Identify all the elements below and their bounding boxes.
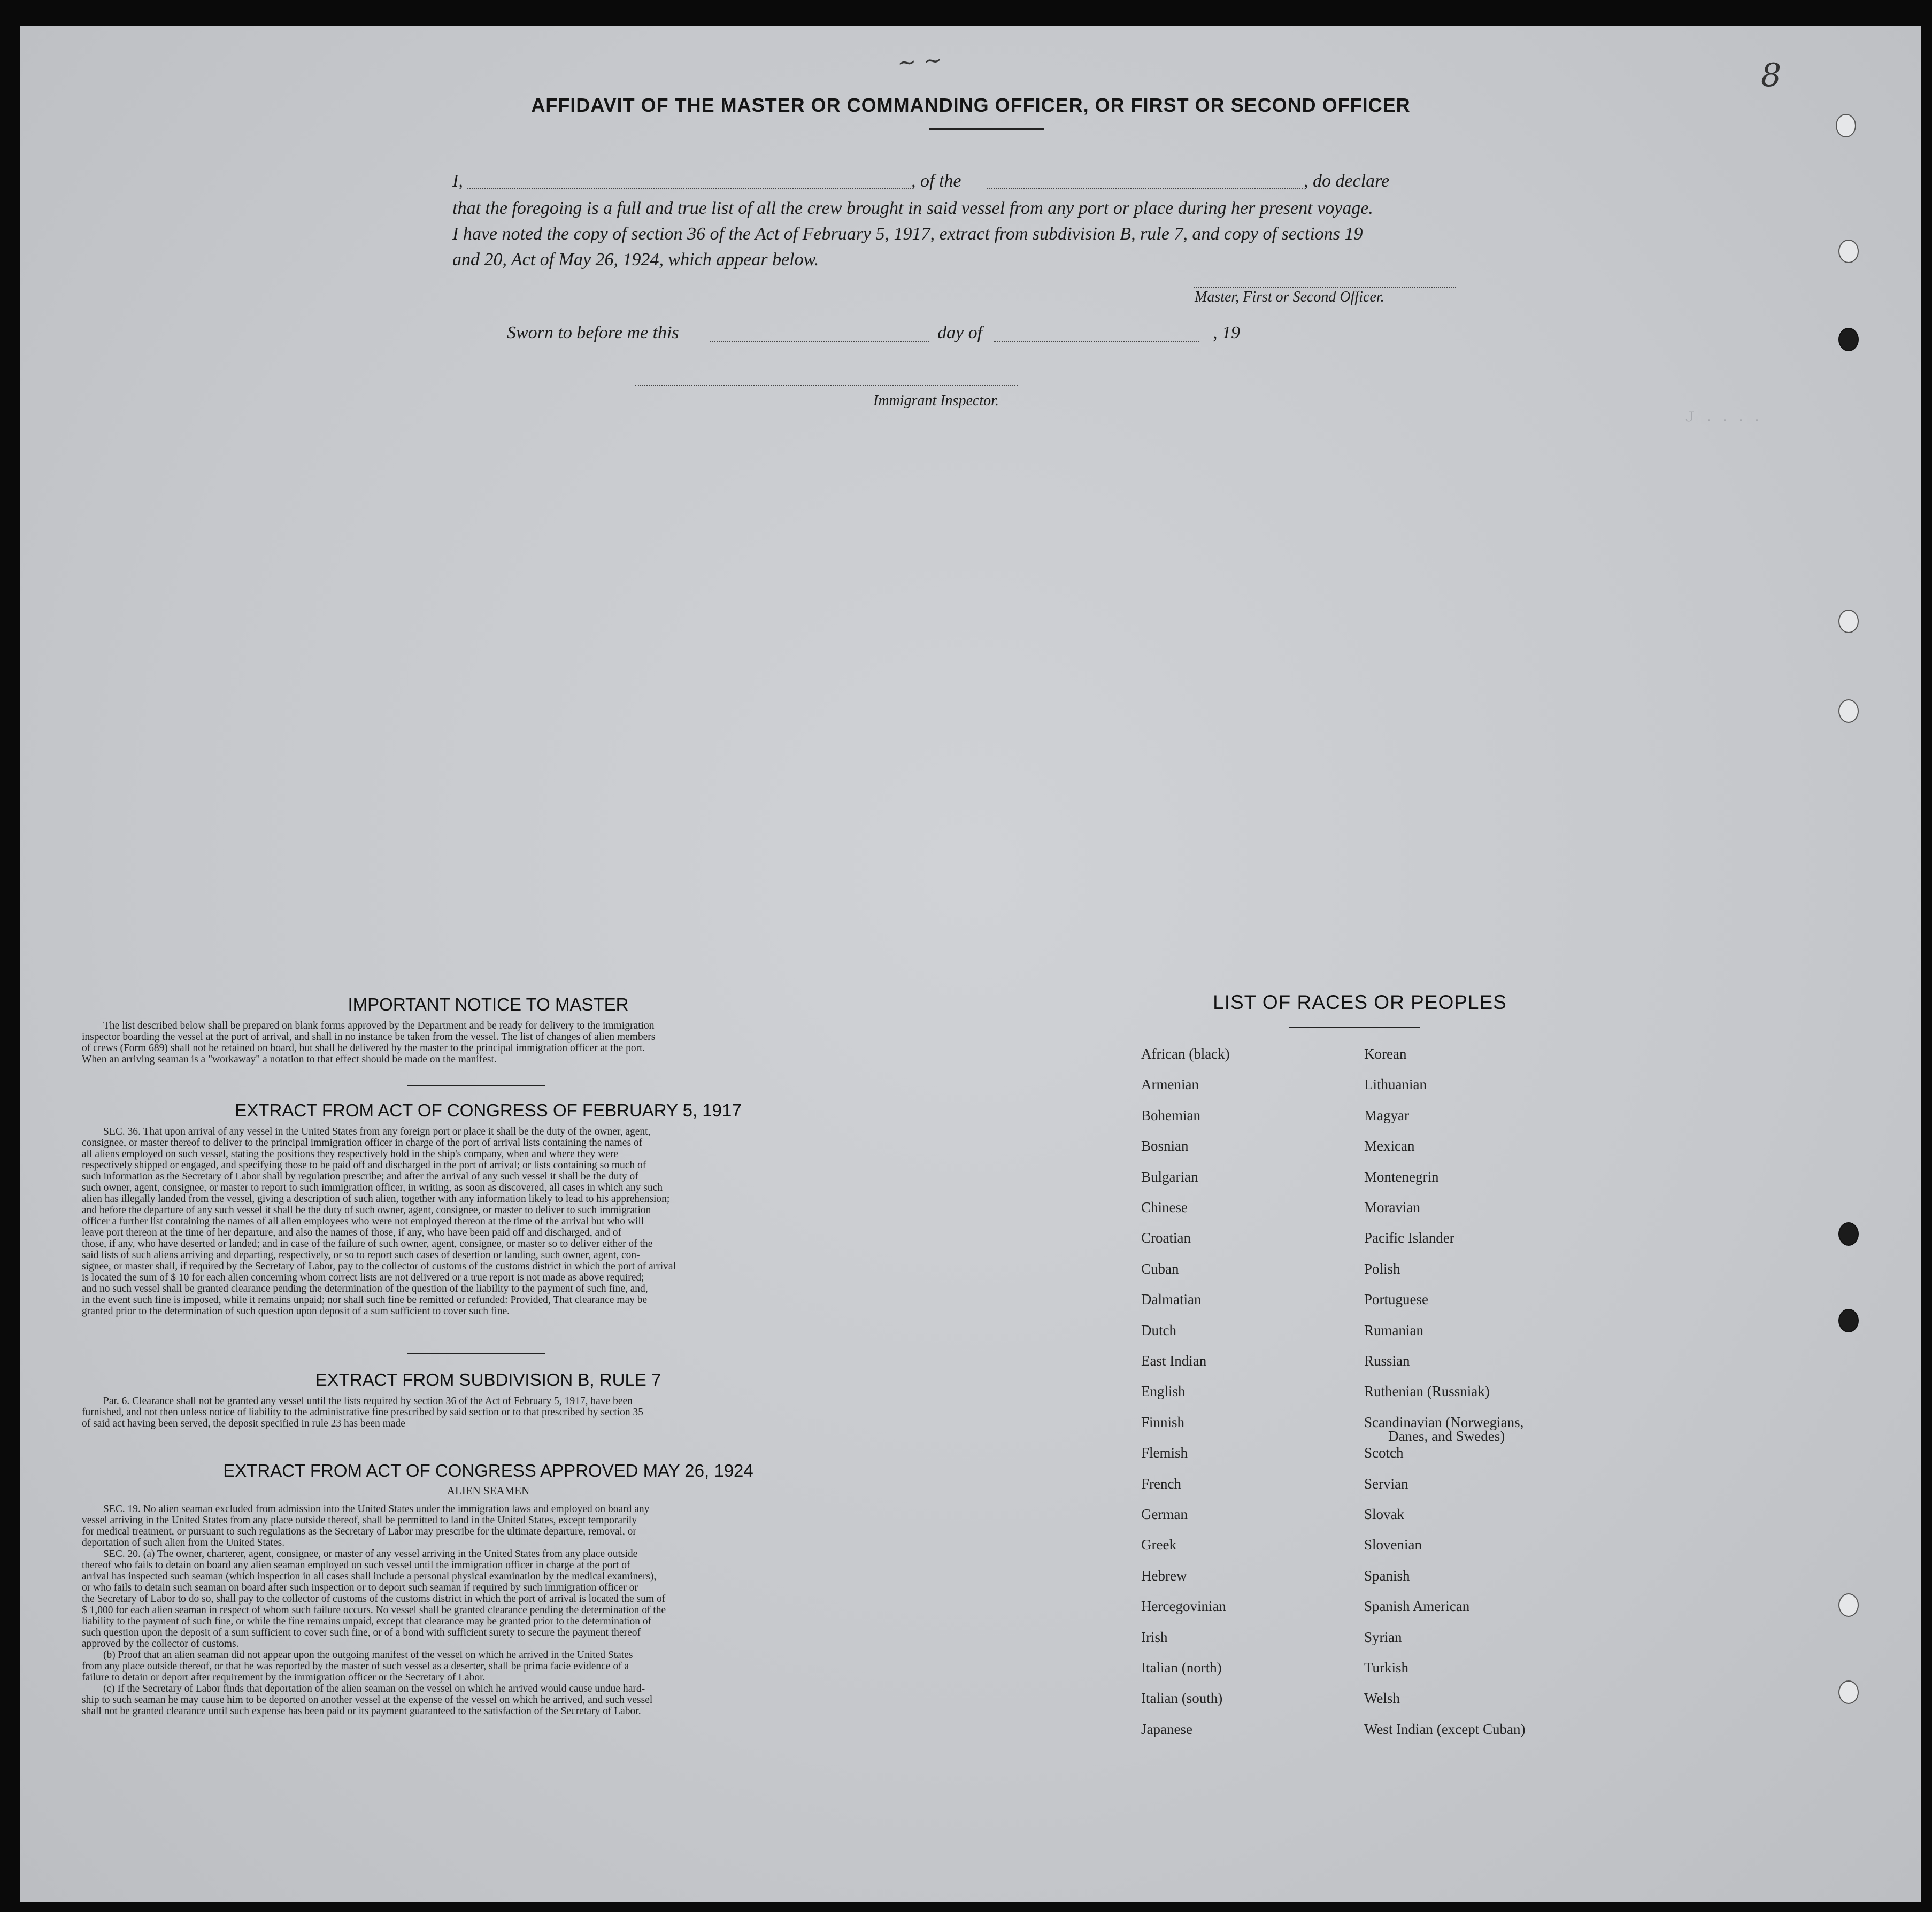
binder-hole xyxy=(1836,114,1856,137)
race-item: French xyxy=(1141,1475,1181,1492)
extract-1924-body xyxy=(82,1504,895,1717)
race-item: Greek xyxy=(1141,1537,1176,1553)
binder-hole xyxy=(1838,1309,1859,1332)
extract-1924-line: liability to the payment of such fine, or while the fine remains unpaid, except that clearance may be granted prior to the determination of xyxy=(82,1616,652,1627)
extract-1924-line: ship to such seaman he may cause him to be deported on another vessel at the expense of the vessel on which he arrived, and such vessel xyxy=(82,1694,653,1706)
sworn-label: Sworn to before me this xyxy=(507,323,679,343)
race-item: Japanese xyxy=(1141,1721,1192,1737)
race-item: Italian (north) xyxy=(1141,1660,1222,1676)
race-item: Korean xyxy=(1364,1046,1407,1062)
race-item: Slovenian xyxy=(1364,1537,1422,1553)
extract-rule7-line: Par. 6. Clearance shall not be granted any vessel until the lists required by section 36 of the Act of February 5, 1917, have been xyxy=(103,1396,633,1407)
extract-1917-line: and no such vessel shall be granted clearance pending the determination of the question of the liability to the payment of such fine, and, xyxy=(82,1283,648,1294)
extract-1917-line: in the event such fine is imposed, while it remains unpaid; nor shall such fine be remitted or refunded: Provided, That clearance may be xyxy=(82,1294,648,1306)
extract-1924-line: deportation of such alien from the United States. xyxy=(82,1537,285,1548)
race-item: Polish xyxy=(1364,1260,1400,1277)
races-title-rule xyxy=(1289,1027,1420,1028)
affidavit-declaration-line xyxy=(452,171,1495,191)
race-item: Finnish xyxy=(1141,1414,1185,1430)
race-item: Dutch xyxy=(1141,1322,1176,1338)
binder-hole xyxy=(1838,610,1859,633)
race-item: Bulgarian xyxy=(1141,1168,1198,1185)
extract-1917-line: respectively shipped or engaged, and specifying those to be paid off and discharged in the port of arrival; or lists containing so much of xyxy=(82,1160,646,1171)
affidavit-statement xyxy=(452,196,1495,273)
race-item: Scandinavian (Norwegians, xyxy=(1364,1414,1524,1430)
affidavit-statement-line: that the foregoing is a full and true list of all the crew brought in said vessel from any port or place during her present voyage. xyxy=(452,198,1373,218)
officer-name-field[interactable] xyxy=(467,188,911,189)
extract-1924-line: the Secretary of Labor to do so, shall pay to the collector of customs of the customs district in which the port of arrival is located the sum of xyxy=(82,1593,666,1605)
race-item: African (black) xyxy=(1141,1046,1230,1062)
race-item: Dalmatian xyxy=(1141,1291,1202,1308)
race-item: Chinese xyxy=(1141,1199,1188,1215)
race-item: Hebrew xyxy=(1141,1567,1187,1584)
extract-1924-line: for medical treatment, or pursuant to such regulations as the Secretary of Labor may prescribe for the ultimate departure, removal, or xyxy=(82,1526,636,1537)
affidavit-declare-label: , do declare xyxy=(1304,171,1390,191)
extract-1924-line: such question upon the deposit of a sum sufficient to cover such fine, or of a bond with sufficient surety to secure the payment thereof xyxy=(82,1627,641,1638)
binder-hole xyxy=(1838,328,1859,351)
race-item: Mexican xyxy=(1364,1138,1415,1154)
extract-rule7-title: EXTRACT FROM SUBDIVISION B, RULE 7 xyxy=(315,1370,661,1390)
race-item: Ruthenian (Russniak) xyxy=(1364,1383,1490,1400)
race-item: Cuban xyxy=(1141,1260,1179,1277)
binder-hole xyxy=(1838,1222,1859,1246)
race-item: Scotch xyxy=(1364,1445,1404,1461)
notice-line: inspector boarding the vessel at the port of arrival, and shall in no instance be taken from the vessel. The list of changes of alien members xyxy=(82,1031,656,1043)
extract-1924-line: shall not be granted clearance until such expense has been paid or its payment guaranteed to the satisfaction of the Secretary of Labor. xyxy=(82,1706,641,1717)
affidavit-of-label: , of the xyxy=(911,171,961,191)
race-item: Portuguese xyxy=(1364,1291,1428,1308)
races-list-title: LIST OF RACES OR PEOPLES xyxy=(1213,991,1507,1013)
race-item: Lithuanian xyxy=(1364,1076,1427,1093)
affidavit-statement-line: and 20, Act of May 26, 1924, which appear below. xyxy=(452,250,819,269)
race-item: Magyar xyxy=(1364,1107,1409,1123)
race-item: Hercegovinian xyxy=(1141,1598,1226,1615)
document-page xyxy=(20,26,1921,1902)
extract-1917-body xyxy=(82,1126,895,1317)
affidavit-statement-line: I have noted the copy of section 36 of the Act of February 5, 1917, extract from subdivision B, rule 7, and copy of sections 19 xyxy=(452,224,1363,244)
extract-rule7-body xyxy=(82,1396,895,1429)
extract-1924-line: $ 1,000 for each alien seaman in respect of whom such failure occurs. No vessel shall be granted clearance pending the determination of the xyxy=(82,1605,666,1616)
race-item: Moravian xyxy=(1364,1199,1420,1215)
race-item: Slovak xyxy=(1364,1506,1405,1522)
extract-1924-line: or who fails to detain such seaman on board after such inspection or to deport such seaman if required by such immigration officer or xyxy=(82,1582,638,1593)
race-item: Armenian xyxy=(1141,1076,1199,1093)
race-item: Welsh xyxy=(1364,1690,1400,1707)
extract-1924-line: thereof who fails to detain on board any alien seaman employed on such vessel until the immigration officer in charge at the port of xyxy=(82,1560,630,1571)
extract-rule7-line: furnished, and not then unless notice of liability to the administrative fine prescribed by said section or to that prescribed by section 35 xyxy=(82,1407,644,1418)
day-of-label: day of xyxy=(937,323,983,343)
race-item: Spanish xyxy=(1364,1567,1410,1584)
race-item: Irish xyxy=(1141,1629,1168,1645)
handwritten-scribble: ~ ~ xyxy=(896,47,943,76)
extract-1917-line: SEC. 36. That upon arrival of any vessel in the United States from any foreign port or place it shall be the duty of the owner, agent, xyxy=(103,1126,651,1137)
race-item: West Indian (except Cuban) xyxy=(1364,1721,1526,1737)
notice-title: IMPORTANT NOTICE TO MASTER xyxy=(348,994,629,1014)
extract-1917-line: officer a further list containing the names of all alien employees who were not employed thereon at the time of the arrival but who will xyxy=(82,1216,644,1227)
extract-1917-line: those, if any, who have deserted or landed; and in case of the failure of such owner, agent, consignee, or master so to deliver either of the xyxy=(82,1238,653,1250)
race-item: Syrian xyxy=(1364,1629,1402,1645)
binder-hole xyxy=(1838,240,1859,263)
extract-1917-line: granted prior to the determination of such question upon deposit of a sum sufficient to cover such fine. xyxy=(82,1306,510,1317)
extract-1924-title: EXTRACT FROM ACT OF CONGRESS APPROVED MAY 26, 1924 xyxy=(223,1461,753,1481)
race-item: Flemish xyxy=(1141,1445,1188,1461)
extract-1917-line: and before the departure of any such vessel it shall be the duty of such owner, agent, consignee, or master to deliver to such immigration xyxy=(82,1205,651,1216)
extract-1917-line: signee, or master shall, if required by the Secretary of Labor, pay to the collector of customs of the customs district in which the port of arrival xyxy=(82,1261,676,1272)
extract-1917-line: said lists of such aliens arriving and departing, respectively, or so to report such cases of desertion or landing, such owner, agent, con- xyxy=(82,1250,640,1261)
binder-hole xyxy=(1838,1680,1859,1704)
master-signature-field[interactable] xyxy=(1194,287,1456,288)
extract-1917-line: alien has illegally landed from the vessel, giving a description of such alien, together with any information likely to lead to his apprehension; xyxy=(82,1193,670,1205)
extract-1917-line: all aliens employed on such vessel, stating the positions they respectively hold in the ship's company, when and where they were xyxy=(82,1148,619,1160)
notice-line: of crews (Form 689) shall not be retained on board, but shall be delivered by the master to the principal immigration officer at the port. xyxy=(82,1043,645,1054)
race-item: German xyxy=(1141,1506,1188,1522)
race-item: Turkish xyxy=(1364,1660,1409,1676)
bleedthrough-text: Ｊ . . . . xyxy=(1683,410,1761,426)
race-item: Servian xyxy=(1364,1475,1408,1492)
extract-1924-line: failure to detain or deport after requirement by the immigration officer or the Secretary of Labor. xyxy=(82,1672,486,1683)
notice-line: The list described below shall be prepared on blank forms approved by the Department and be ready for delivery to the immigration xyxy=(103,1020,655,1031)
binder-hole xyxy=(1838,1593,1859,1617)
extract-1924-line: vessel arriving in the United States from any place outside thereof, shall be permitted to land in the United States, except temporarily xyxy=(82,1515,637,1526)
race-item: Bohemian xyxy=(1141,1107,1200,1123)
extract-1924-line: (c) If the Secretary of Labor finds that deportation of the alien seaman on the vessel on which he arrived would cause undue hard- xyxy=(103,1683,645,1694)
race-item: Rumanian xyxy=(1364,1322,1423,1338)
affidavit-title: AFFIDAVIT OF THE MASTER OR COMMANDING OFFICER, OR FIRST OR SECOND OFFICER xyxy=(531,94,1411,116)
extract-1917-line: such information as the Secretary of Labor shall by regulation prescribe; and after the arrival of any such vessel it shall be the duty of xyxy=(82,1171,638,1182)
extract-rule7-line: of said act having been served, the deposit specified in rule 23 has been made xyxy=(82,1418,405,1429)
extract-1924-line: SEC. 19. No alien seaman excluded from admission into the United States under the immigration laws and employed on board any xyxy=(103,1504,650,1515)
section-divider xyxy=(407,1085,545,1086)
handwritten-page-number: 8 xyxy=(1761,57,1782,94)
inspector-signature-field[interactable] xyxy=(635,385,1018,386)
extract-1924-line: SEC. 20. (a) The owner, charterer, agent, consignee, or master of any vessel arriving in the United States from any place outside xyxy=(103,1548,638,1560)
race-item: Montenegrin xyxy=(1364,1168,1439,1185)
race-item: English xyxy=(1141,1383,1186,1400)
master-signature-label: Master, First or Second Officer. xyxy=(1195,289,1384,305)
inspector-signature-label: Immigrant Inspector. xyxy=(873,392,999,409)
notice-line: When an arriving seaman is a "workaway" a notation to that effect should be made on the manifest. xyxy=(82,1054,497,1065)
extract-1917-line: is located the sum of $ 10 for each alien concerning whom correct lists are not delivered or a true report is not made as above required; xyxy=(82,1272,644,1283)
extract-1924-line: (b) Proof that an alien seaman did not appear upon the outgoing manifest of the vessel on which he arrived in the United States xyxy=(103,1649,633,1661)
race-item: Italian (south) xyxy=(1141,1690,1223,1707)
race-item: Croatian xyxy=(1141,1230,1191,1246)
extract-1924-line: from any place outside thereof, or that he was reported by the master of such vessel as a deserter, shall be prima facie evidence of a xyxy=(82,1661,629,1672)
race-item: Spanish American xyxy=(1364,1598,1470,1615)
sworn-month-field[interactable] xyxy=(994,341,1199,342)
extract-1917-line: such owner, agent, consignee, or master to report to such immigration officer, in writing, as soon as discovered, all cases in which any such xyxy=(82,1182,663,1193)
race-item: Pacific Islander xyxy=(1364,1230,1454,1246)
race-item: East Indian xyxy=(1141,1353,1207,1369)
vessel-name-field[interactable] xyxy=(987,188,1303,189)
notice-body xyxy=(82,1020,895,1065)
race-item: Bosnian xyxy=(1141,1138,1189,1154)
affidavit-title-rule xyxy=(929,128,1044,130)
race-item-continuation: Danes, and Swedes) xyxy=(1388,1428,1505,1444)
section-divider xyxy=(407,1353,545,1354)
alien-seamen-subtitle: ALIEN SEAMEN xyxy=(447,1484,530,1497)
binder-hole xyxy=(1838,699,1859,723)
sworn-date-field[interactable] xyxy=(710,341,929,342)
extract-1917-title: EXTRACT FROM ACT OF CONGRESS OF FEBRUARY 5, 1917 xyxy=(235,1100,742,1120)
affidavit-i-label: I, xyxy=(452,171,463,191)
race-item: Russian xyxy=(1364,1353,1410,1369)
extract-1917-line: consignee, or master thereof to deliver to the principal immigration officer in charge of the port of arrival lists containing the names of xyxy=(82,1137,643,1148)
extract-1924-line: approved by the collector of customs. xyxy=(82,1638,239,1649)
extract-1917-line: leave port thereon at the time of her departure, and also the names of those, if any, who have been paid off and discharged, and of xyxy=(82,1227,621,1238)
year-prefix-label: , 19 xyxy=(1213,323,1240,343)
extract-1924-line: arrival has inspected such seaman (which inspection in all cases shall include a personal physical examination by the medical examiners), xyxy=(82,1571,657,1582)
